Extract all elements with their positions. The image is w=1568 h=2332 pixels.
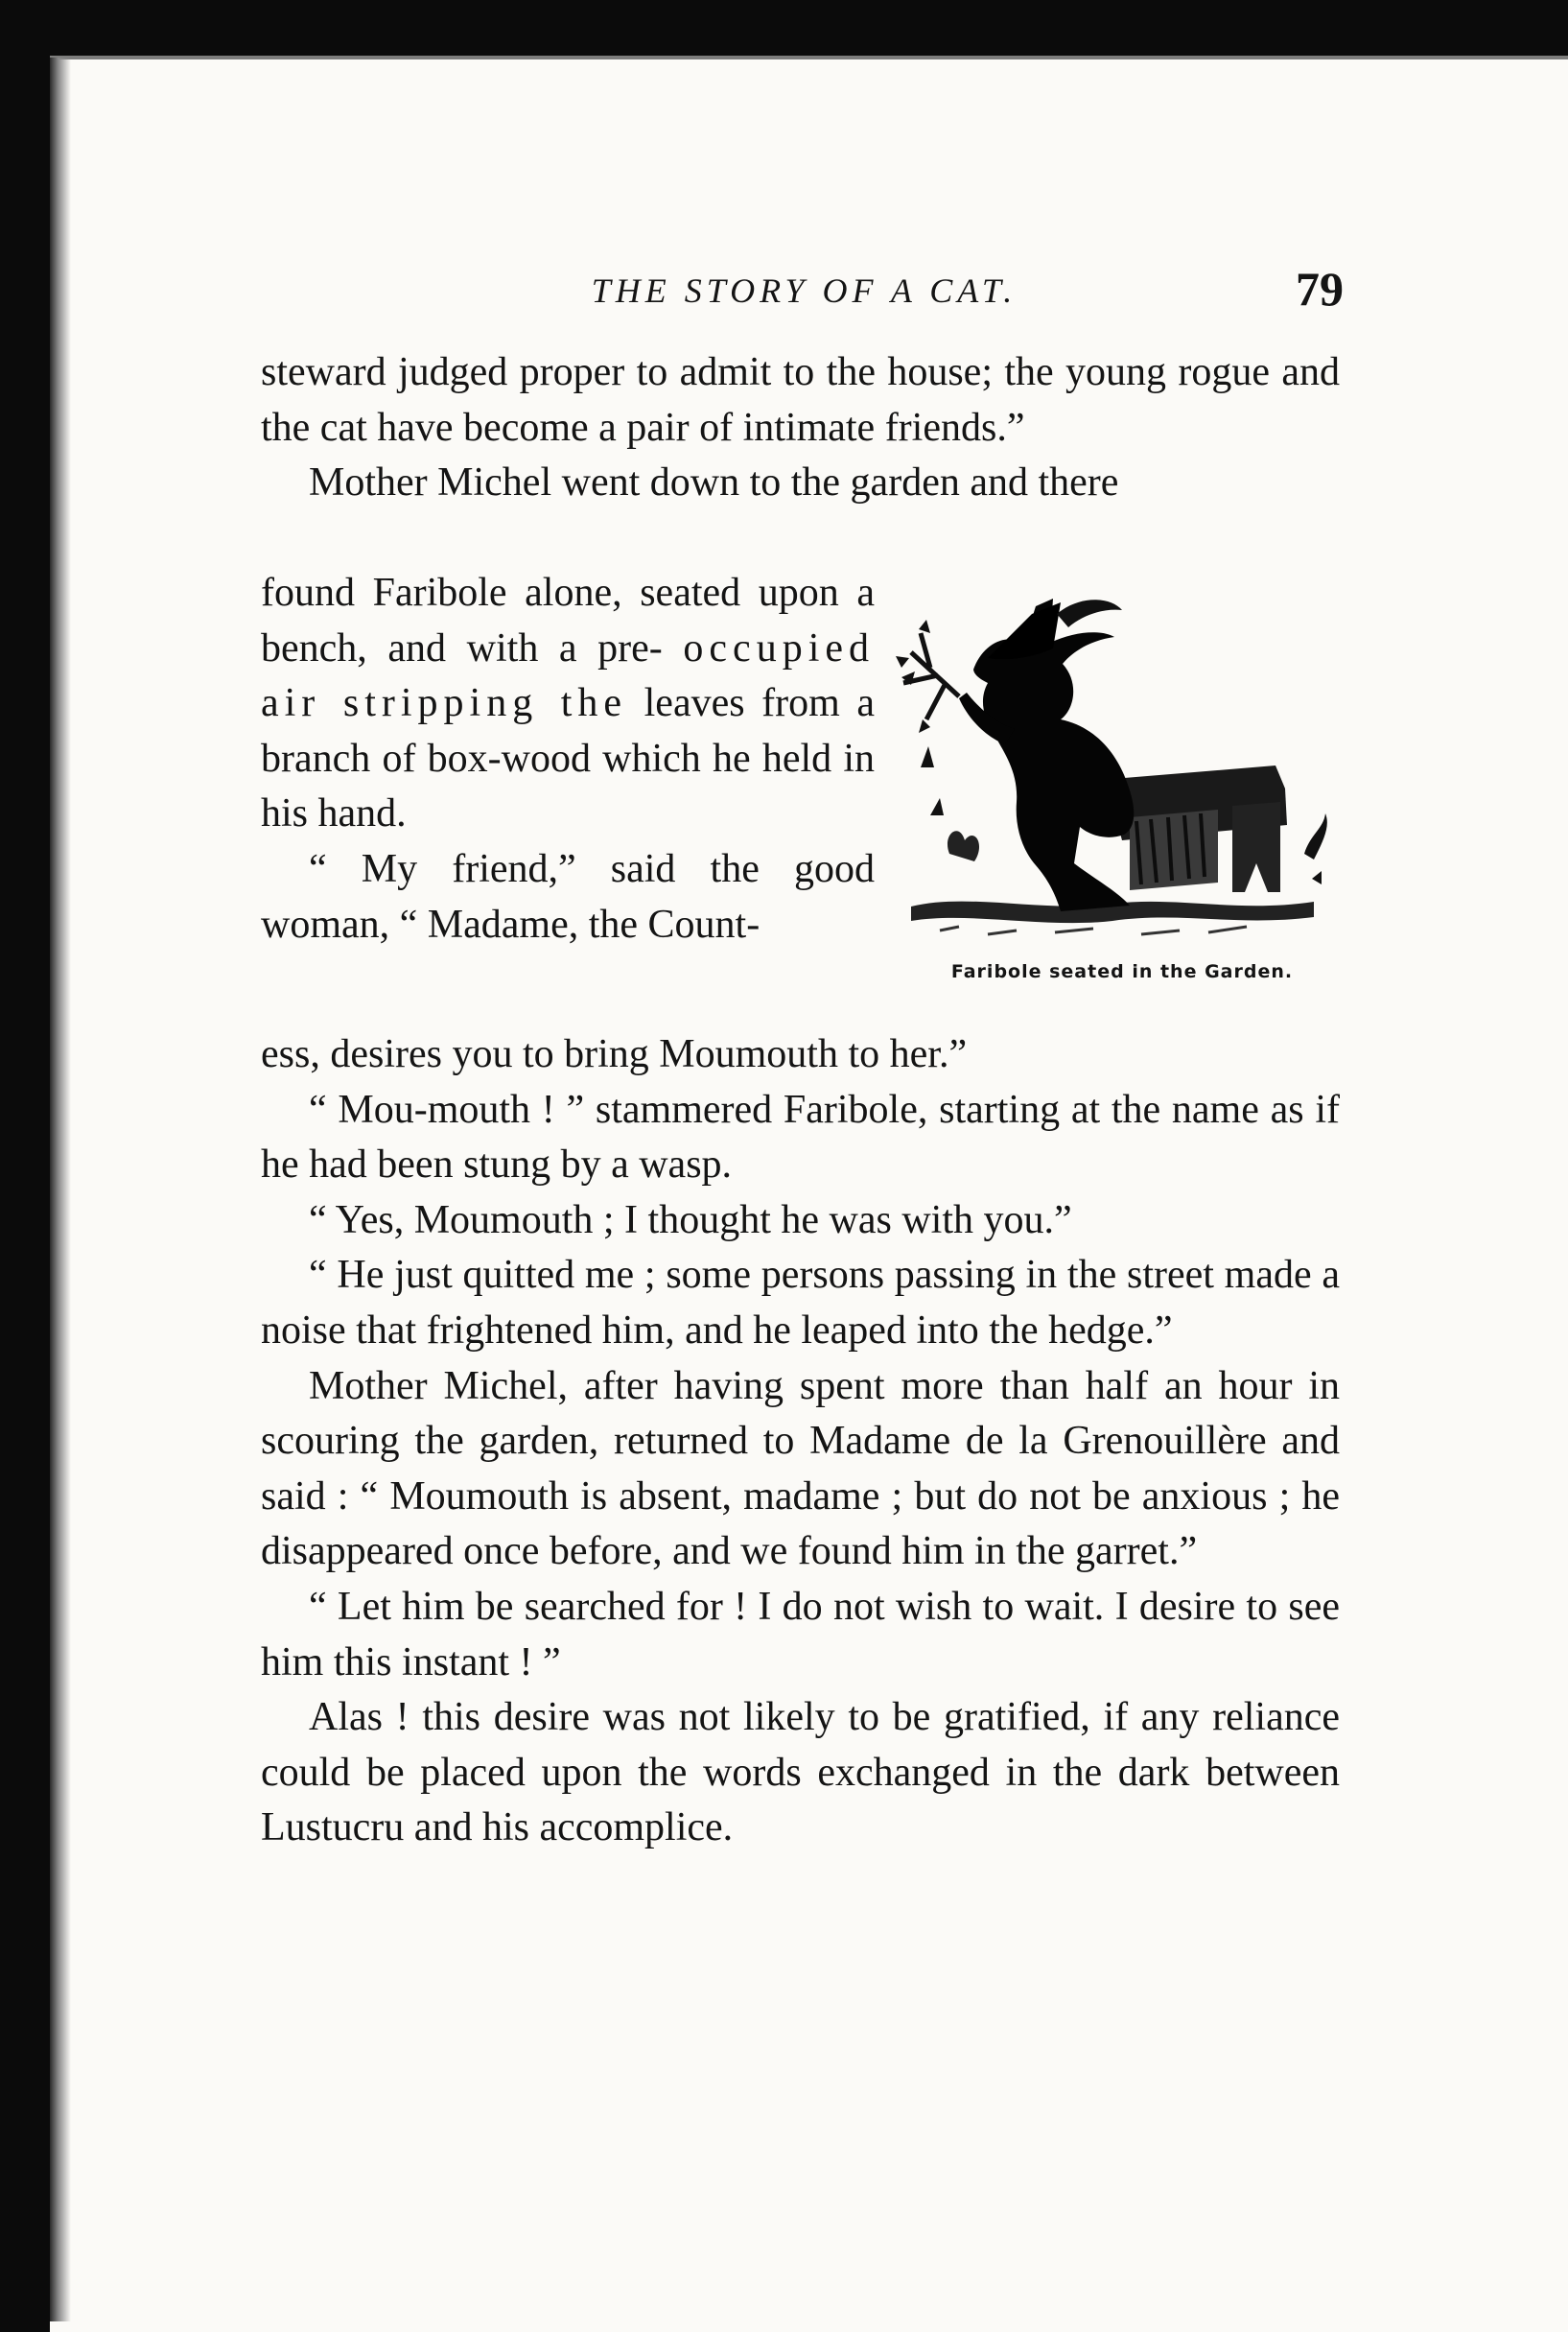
text-run-spaced: occupied air stripping the xyxy=(261,625,875,726)
silhouette-man-on-bench-icon xyxy=(892,576,1343,969)
scan-left-border xyxy=(0,0,50,2332)
paragraph: Mother Michel, after having spent more than half an hour in scouring the garden, returned to Madame de la Grenouillère and said : “ Moumouth is absent, madame ; but do not be anxious ; he disappeared once before, and we found him in the garret.” xyxy=(261,1363,1340,1574)
illustration-caption: Faribole seated in the Garden. xyxy=(950,961,1294,982)
scan-top-border-shadow xyxy=(0,56,1568,59)
paragraph: “ My friend,” said the good woman, “ Madame, the Count- xyxy=(261,846,875,947)
paragraph: Mother Michel went down to the garden and there xyxy=(309,460,1119,506)
paragraph: “ Mou-mouth ! ” stammered Faribole, starting at the name as if he had been stung by a wasp. xyxy=(261,1087,1340,1188)
paragraph: ess, desires you to bring Moumouth to her.” xyxy=(261,1032,968,1076)
paragraph: “ Let him be searched for ! I do not wish to wait. I desire to see him this instant ! ” xyxy=(261,1584,1340,1684)
body-text-bottom xyxy=(261,1027,1340,1856)
paragraph: Alas ! this desire was not likely to be gratified, if any reliance could be placed upon the words exchanged in the dark between Lustucru and his accomplice. xyxy=(261,1695,1340,1850)
paragraph: “ Yes, Moumouth ; I thought he was with you.” xyxy=(309,1197,1072,1242)
scan-top-border xyxy=(0,0,1568,56)
text-run: leaves from a branch of box-wood which he held in his hand. xyxy=(261,681,875,836)
scan-left-edge-shadow xyxy=(50,58,71,2321)
page-number: 79 xyxy=(1296,262,1344,316)
running-title: THE STORY OF A CAT. xyxy=(591,271,1018,310)
body-text-wrapped xyxy=(261,566,875,953)
text-run: found Faribole alone, seated upon a bench, and with a pre- xyxy=(261,571,875,671)
paragraph: steward judged proper to admit to the house; the young rogue and the cat have become a pair of intimate friends.” xyxy=(261,350,1340,450)
running-head xyxy=(265,261,1344,328)
body-text-top xyxy=(261,345,1340,511)
paragraph xyxy=(261,566,875,842)
paragraph: “ He just quitted me ; some persons passing in the street made a noise that frightened him, and he leaped into the hedge.” xyxy=(261,1253,1340,1353)
